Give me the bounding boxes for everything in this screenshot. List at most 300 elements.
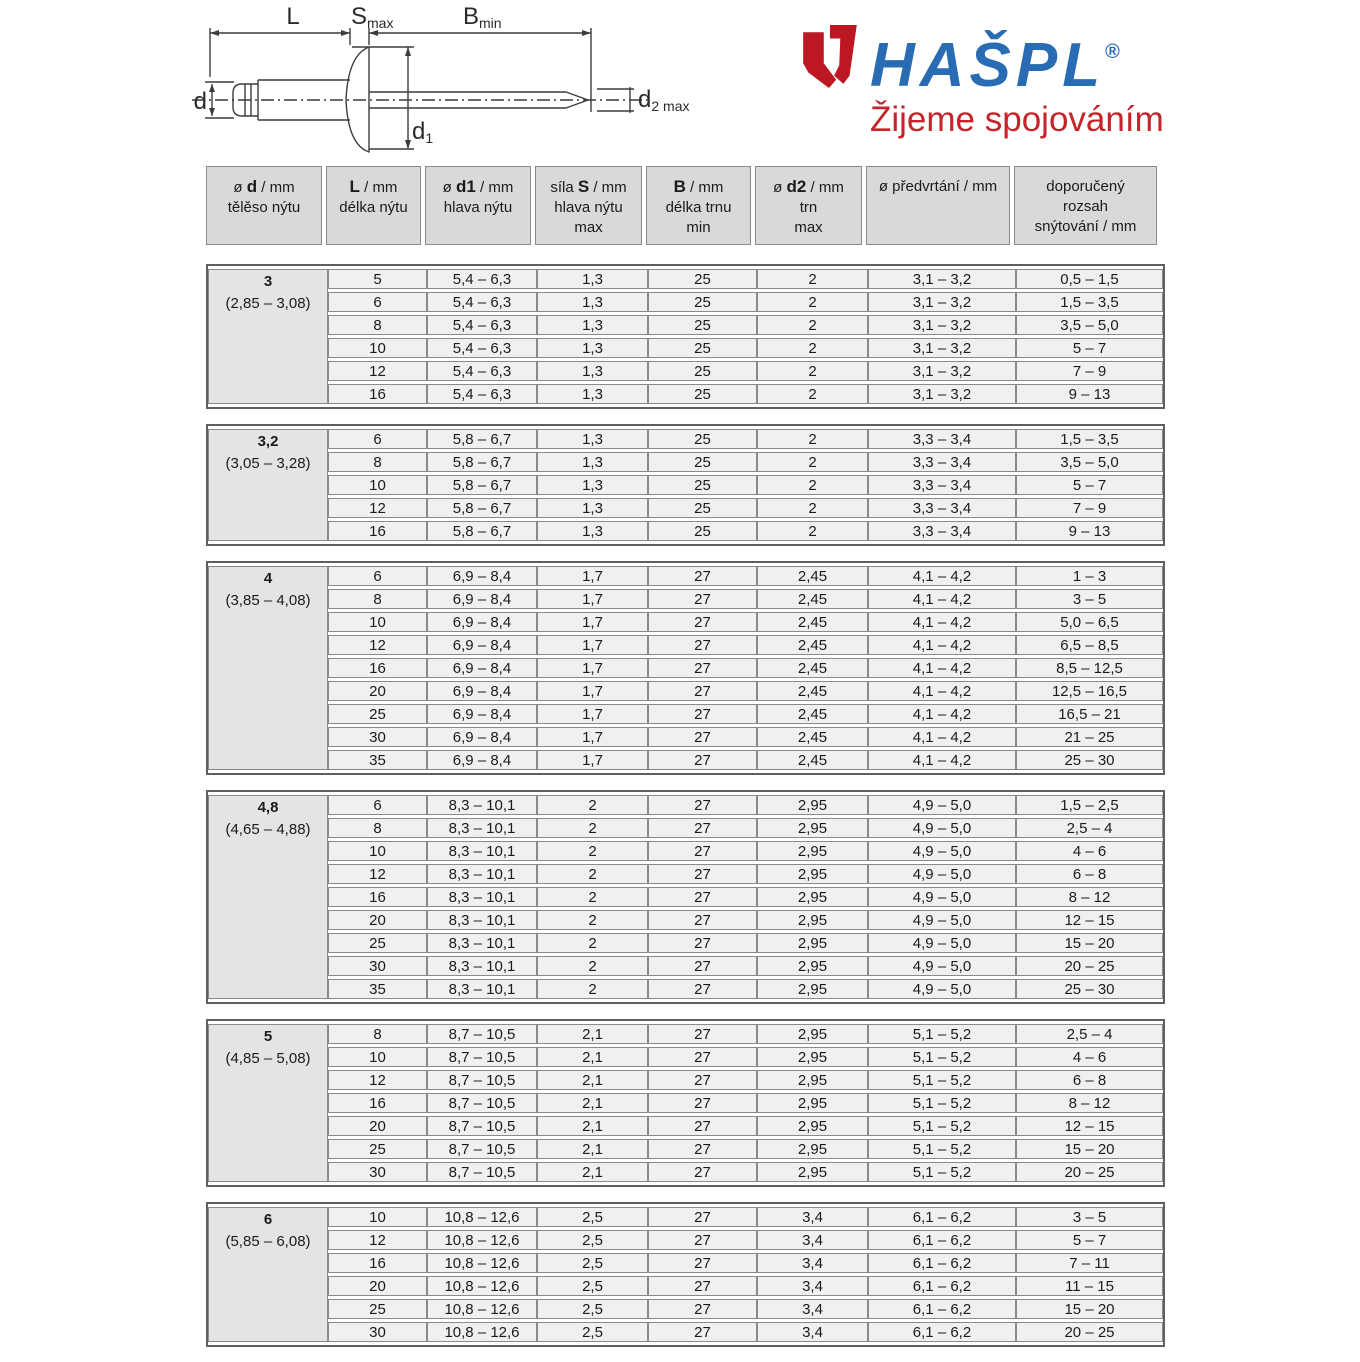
table-cell: 10 — [328, 1207, 427, 1227]
table-cell: 6,1 – 6,2 — [868, 1322, 1016, 1342]
table-cell: 6,9 – 8,4 — [427, 704, 537, 724]
table-cell: 2,5 — [537, 1253, 648, 1273]
table-cell: 8,3 – 10,1 — [427, 841, 537, 861]
table-cell: 8,3 – 10,1 — [427, 864, 537, 884]
table-cell: 6,1 – 6,2 — [868, 1253, 1016, 1273]
table-cell: 2,95 — [757, 795, 868, 815]
table-cell: 2,1 — [537, 1162, 648, 1182]
table-cell: 8,7 – 10,5 — [427, 1093, 537, 1113]
table-cell: 5,4 – 6,3 — [427, 338, 537, 358]
table-row — [208, 795, 1163, 815]
table-cell: 1,3 — [537, 498, 648, 518]
table-cell: 27 — [648, 818, 757, 838]
group-size: 3 — [263, 273, 273, 290]
table-cell: 5,1 – 5,2 — [868, 1116, 1016, 1136]
table-cell: 27 — [648, 1047, 757, 1067]
table-cell: 2 — [757, 384, 868, 404]
table-cell: 6 — [328, 566, 427, 586]
table-cell: 10 — [328, 475, 427, 495]
table-cell: 2,5 – 4 — [1016, 1024, 1163, 1044]
table-cell: 2 — [537, 795, 648, 815]
table-cell: 8,7 – 10,5 — [427, 1116, 537, 1136]
table-cell: 6,1 – 6,2 — [868, 1276, 1016, 1296]
table-cell: 6,9 – 8,4 — [427, 750, 537, 770]
table-cell: 2,45 — [757, 658, 868, 678]
table-cell: 10,8 – 12,6 — [427, 1253, 537, 1273]
table-cell: 2 — [757, 269, 868, 289]
logo-brand — [870, 20, 1164, 98]
table-cell: 2,95 — [757, 910, 868, 930]
group-size-cell — [208, 429, 328, 541]
group-range: (2,85 – 3,08) — [225, 295, 311, 312]
table-cell: 5,4 – 6,3 — [427, 269, 537, 289]
table-cell: 7 – 9 — [1016, 361, 1163, 381]
table-cell: 10,8 – 12,6 — [427, 1207, 537, 1227]
table-cell: 4,9 – 5,0 — [868, 979, 1016, 999]
table-cell: 3,4 — [757, 1299, 868, 1319]
table-cell: 15 – 20 — [1016, 1139, 1163, 1159]
table-row — [208, 750, 1163, 770]
table-cell: 2,95 — [757, 1139, 868, 1159]
table-cell: 3,4 — [757, 1207, 868, 1227]
header-cell: ø d / mm tělěso nýtu — [206, 166, 322, 245]
table-cell: 8,3 – 10,1 — [427, 910, 537, 930]
table-cell: 2,1 — [537, 1116, 648, 1136]
rivet-spec-table — [206, 166, 1163, 1362]
header-cell: ø předvrtání / mm — [866, 166, 1010, 245]
table-row — [208, 1093, 1163, 1113]
table-cell: 8 — [328, 452, 427, 472]
table-cell: 20 – 25 — [1016, 1162, 1163, 1182]
group-range: (5,85 – 6,08) — [225, 1233, 311, 1250]
table-cell: 1,3 — [537, 475, 648, 495]
haspl-logo — [800, 20, 1164, 140]
table-cell: 27 — [648, 1207, 757, 1227]
table-cell: 25 — [648, 521, 757, 541]
table-cell: 25 — [328, 1139, 427, 1159]
table-cell: 27 — [648, 1116, 757, 1136]
table-cell: 12,5 – 16,5 — [1016, 681, 1163, 701]
header-cell: doporučený rozsah snýtování / mm — [1014, 166, 1157, 245]
table-cell: 4,9 – 5,0 — [868, 795, 1016, 815]
table-cell: 8,5 – 12,5 — [1016, 658, 1163, 678]
dim-label-d: d — [193, 88, 207, 115]
table-cell: 4 – 6 — [1016, 841, 1163, 861]
table-cell: 7 – 9 — [1016, 498, 1163, 518]
table-cell: 5,4 – 6,3 — [427, 384, 537, 404]
table-cell: 8,3 – 10,1 — [427, 933, 537, 953]
table-cell: 27 — [648, 681, 757, 701]
group-size-cell — [208, 566, 328, 770]
table-groups — [206, 264, 1163, 1347]
table-row — [208, 818, 1163, 838]
table-cell: 10,8 – 12,6 — [427, 1322, 537, 1342]
table-cell: 5,1 – 5,2 — [868, 1093, 1016, 1113]
table-cell: 12 — [328, 498, 427, 518]
table-cell: 4,1 – 4,2 — [868, 727, 1016, 747]
table-cell: 25 — [648, 338, 757, 358]
rivet-group-table — [206, 264, 1165, 409]
table-row — [208, 1024, 1163, 1044]
table-cell: 25 — [648, 498, 757, 518]
table-cell: 6 — [328, 292, 427, 312]
table-cell: 3 – 5 — [1016, 1207, 1163, 1227]
table-cell: 2 — [757, 498, 868, 518]
table-cell: 4,1 – 4,2 — [868, 681, 1016, 701]
table-row — [208, 521, 1163, 541]
table-cell: 16 — [328, 658, 427, 678]
table-row — [208, 864, 1163, 884]
table-cell: 3,3 – 3,4 — [868, 498, 1016, 518]
table-cell: 2,95 — [757, 887, 868, 907]
table-cell: 27 — [648, 704, 757, 724]
table-cell: 4,9 – 5,0 — [868, 841, 1016, 861]
table-cell: 10,8 – 12,6 — [427, 1230, 537, 1250]
table-row — [208, 887, 1163, 907]
table-cell: 5,4 – 6,3 — [427, 361, 537, 381]
table-cell: 2 — [537, 956, 648, 976]
table-cell: 4,1 – 4,2 — [868, 704, 1016, 724]
dim-label-d2max: d2 max — [638, 86, 690, 114]
table-cell: 10 — [328, 1047, 427, 1067]
table-cell: 6 — [328, 795, 427, 815]
table-row — [208, 589, 1163, 609]
table-row — [208, 1322, 1163, 1342]
table-cell: 3,1 – 3,2 — [868, 384, 1016, 404]
table-cell: 27 — [648, 887, 757, 907]
table-cell: 25 — [648, 429, 757, 449]
table-cell: 2 — [757, 315, 868, 335]
table-cell: 10 — [328, 841, 427, 861]
group-range: (4,85 – 5,08) — [225, 1050, 311, 1067]
table-cell: 20 — [328, 910, 427, 930]
table-cell: 27 — [648, 1139, 757, 1159]
table-cell: 20 – 25 — [1016, 1322, 1163, 1342]
table-row — [208, 658, 1163, 678]
table-cell: 5,1 – 5,2 — [868, 1024, 1016, 1044]
table-cell: 25 — [648, 452, 757, 472]
table-cell: 6 – 8 — [1016, 1070, 1163, 1090]
table-cell: 8,3 – 10,1 — [427, 956, 537, 976]
table-cell: 7 – 11 — [1016, 1253, 1163, 1273]
table-cell: 2 — [757, 361, 868, 381]
dim-label-d1: d1 — [412, 118, 434, 146]
header-cell: ø d1 / mm hlava nýtu — [425, 166, 531, 245]
table-cell: 1,3 — [537, 315, 648, 335]
table-cell: 3,3 – 3,4 — [868, 521, 1016, 541]
table-cell: 1,7 — [537, 658, 648, 678]
table-cell: 2 — [757, 429, 868, 449]
table-cell: 4,1 – 4,2 — [868, 750, 1016, 770]
dim-label-B: Bmin — [463, 3, 502, 31]
table-cell: 4,9 – 5,0 — [868, 933, 1016, 953]
table-cell: 2,95 — [757, 979, 868, 999]
table-cell: 25 — [328, 704, 427, 724]
table-row — [208, 292, 1163, 312]
table-cell: 8,3 – 10,1 — [427, 979, 537, 999]
table-cell: 4,1 – 4,2 — [868, 612, 1016, 632]
table-cell: 27 — [648, 727, 757, 747]
table-cell: 27 — [648, 841, 757, 861]
table-cell: 27 — [648, 1322, 757, 1342]
table-row — [208, 979, 1163, 999]
rivet-group-table — [206, 561, 1165, 775]
table-cell: 4,9 – 5,0 — [868, 818, 1016, 838]
table-cell: 6,5 – 8,5 — [1016, 635, 1163, 655]
table-cell: 10,8 – 12,6 — [427, 1299, 537, 1319]
table-cell: 27 — [648, 1230, 757, 1250]
table-cell: 16 — [328, 1253, 427, 1273]
table-cell: 3,1 – 3,2 — [868, 315, 1016, 335]
registered-mark: ® — [1105, 41, 1120, 63]
table-cell: 30 — [328, 727, 427, 747]
group-size: 3,2 — [257, 433, 279, 450]
header-cell: síla S / mm hlava nýtu max — [535, 166, 642, 245]
table-cell: 8,7 – 10,5 — [427, 1162, 537, 1182]
table-cell: 3,4 — [757, 1276, 868, 1296]
table-cell: 3,3 – 3,4 — [868, 429, 1016, 449]
table-cell: 11 – 15 — [1016, 1276, 1163, 1296]
table-cell: 5,1 – 5,2 — [868, 1047, 1016, 1067]
table-cell: 6,9 – 8,4 — [427, 612, 537, 632]
group-size-cell — [208, 1024, 328, 1182]
table-cell: 1,3 — [537, 452, 648, 472]
table-row — [208, 1207, 1163, 1227]
haspl-u-mark-icon — [800, 24, 862, 90]
table-cell: 1,3 — [537, 384, 648, 404]
table-row — [208, 681, 1163, 701]
table-cell: 1,3 — [537, 269, 648, 289]
table-cell: 2,45 — [757, 635, 868, 655]
table-row — [208, 1162, 1163, 1182]
table-cell: 16 — [328, 887, 427, 907]
table-cell: 27 — [648, 1253, 757, 1273]
table-cell: 2,45 — [757, 727, 868, 747]
table-cell: 1,7 — [537, 635, 648, 655]
table-cell: 5,1 – 5,2 — [868, 1139, 1016, 1159]
table-cell: 10 — [328, 338, 427, 358]
table-cell: 25 — [648, 292, 757, 312]
table-cell: 12 — [328, 635, 427, 655]
table-cell: 6,1 – 6,2 — [868, 1207, 1016, 1227]
table-cell: 1,3 — [537, 429, 648, 449]
table-cell: 2,95 — [757, 864, 868, 884]
table-row — [208, 612, 1163, 632]
group-size: 6 — [263, 1211, 273, 1228]
table-cell: 4,1 – 4,2 — [868, 589, 1016, 609]
table-cell: 27 — [648, 635, 757, 655]
group-range: (3,05 – 3,28) — [225, 455, 311, 472]
table-row — [208, 841, 1163, 861]
header-cell: B / mm délka trnu min — [646, 166, 751, 245]
header-cell: L / mm délka nýtu — [326, 166, 421, 245]
table-cell: 1 – 3 — [1016, 566, 1163, 586]
table-cell: 27 — [648, 1276, 757, 1296]
table-cell: 3,3 – 3,4 — [868, 452, 1016, 472]
table-cell: 3,3 – 3,4 — [868, 475, 1016, 495]
table-cell: 8 — [328, 315, 427, 335]
table-row — [208, 475, 1163, 495]
table-cell: 3,1 – 3,2 — [868, 338, 1016, 358]
table-cell: 27 — [648, 612, 757, 632]
table-cell: 12 — [328, 1230, 427, 1250]
table-cell: 3,4 — [757, 1322, 868, 1342]
group-size-cell — [208, 795, 328, 999]
table-cell: 8,7 – 10,5 — [427, 1070, 537, 1090]
table-cell: 25 — [328, 1299, 427, 1319]
table-row — [208, 933, 1163, 953]
table-cell: 2 — [757, 475, 868, 495]
table-cell: 6,9 – 8,4 — [427, 566, 537, 586]
table-cell: 4,9 – 5,0 — [868, 956, 1016, 976]
table-cell: 20 — [328, 1116, 427, 1136]
logo-brand-text: HAŠPL — [870, 31, 1106, 100]
table-cell: 15 – 20 — [1016, 933, 1163, 953]
table-cell: 30 — [328, 956, 427, 976]
table-cell: 27 — [648, 979, 757, 999]
table-cell: 25 – 30 — [1016, 750, 1163, 770]
table-cell: 15 – 20 — [1016, 1299, 1163, 1319]
table-cell: 5 – 7 — [1016, 1230, 1163, 1250]
table-cell: 1,3 — [537, 361, 648, 381]
table-cell: 12 – 15 — [1016, 1116, 1163, 1136]
table-cell: 5 — [328, 269, 427, 289]
table-cell: 5,1 – 5,2 — [868, 1162, 1016, 1182]
table-cell: 3,5 – 5,0 — [1016, 315, 1163, 335]
table-row — [208, 1047, 1163, 1067]
table-row — [208, 727, 1163, 747]
table-cell: 5 – 7 — [1016, 475, 1163, 495]
table-cell: 6 — [328, 429, 427, 449]
table-cell: 27 — [648, 956, 757, 976]
table-cell: 12 — [328, 864, 427, 884]
table-cell: 2,5 — [537, 1276, 648, 1296]
table-cell: 25 – 30 — [1016, 979, 1163, 999]
table-cell: 1,3 — [537, 521, 648, 541]
table-row — [208, 269, 1163, 289]
table-cell: 3,4 — [757, 1253, 868, 1273]
table-cell: 10 — [328, 612, 427, 632]
table-cell: 8,7 – 10,5 — [427, 1139, 537, 1159]
table-cell: 21 – 25 — [1016, 727, 1163, 747]
table-cell: 8,3 – 10,1 — [427, 795, 537, 815]
table-cell: 2,95 — [757, 1070, 868, 1090]
table-cell: 8,3 – 10,1 — [427, 887, 537, 907]
table-row — [208, 1276, 1163, 1296]
table-row — [208, 910, 1163, 930]
table-cell: 4,1 – 4,2 — [868, 566, 1016, 586]
table-cell: 8,7 – 10,5 — [427, 1024, 537, 1044]
table-cell: 27 — [648, 933, 757, 953]
table-cell: 16,5 – 21 — [1016, 704, 1163, 724]
table-cell: 2,5 — [537, 1299, 648, 1319]
table-cell: 0,5 – 1,5 — [1016, 269, 1163, 289]
table-cell: 2,45 — [757, 750, 868, 770]
table-cell: 2,95 — [757, 818, 868, 838]
table-cell: 3 – 5 — [1016, 589, 1163, 609]
rivet-group-table — [206, 1202, 1165, 1347]
table-cell: 5,0 – 6,5 — [1016, 612, 1163, 632]
table-cell: 25 — [648, 269, 757, 289]
table-cell: 1,3 — [537, 292, 648, 312]
table-row — [208, 1230, 1163, 1250]
table-cell: 5,1 – 5,2 — [868, 1070, 1016, 1090]
table-cell: 4,9 – 5,0 — [868, 887, 1016, 907]
table-cell: 35 — [328, 750, 427, 770]
table-cell: 5,8 – 6,7 — [427, 521, 537, 541]
table-cell: 6,9 – 8,4 — [427, 635, 537, 655]
table-cell: 1,7 — [537, 727, 648, 747]
table-cell: 2,95 — [757, 933, 868, 953]
table-cell: 27 — [648, 1070, 757, 1090]
table-cell: 16 — [328, 1093, 427, 1113]
table-cell: 4,9 – 5,0 — [868, 910, 1016, 930]
table-cell: 2 — [537, 841, 648, 861]
table-cell: 6,9 – 8,4 — [427, 727, 537, 747]
table-cell: 2,45 — [757, 566, 868, 586]
table-cell: 27 — [648, 589, 757, 609]
table-cell: 8 – 12 — [1016, 1093, 1163, 1113]
table-cell: 30 — [328, 1322, 427, 1342]
table-cell: 8,3 – 10,1 — [427, 818, 537, 838]
table-cell: 5,8 – 6,7 — [427, 498, 537, 518]
dim-label-L: L — [286, 3, 300, 30]
table-row — [208, 338, 1163, 358]
table-cell: 8 — [328, 818, 427, 838]
table-cell: 27 — [648, 864, 757, 884]
table-cell: 2 — [757, 292, 868, 312]
table-cell: 3,1 – 3,2 — [868, 292, 1016, 312]
logo-tagline: Žijeme spojováním — [870, 100, 1164, 139]
rivet-group-table — [206, 1019, 1165, 1187]
table-cell: 27 — [648, 566, 757, 586]
table-cell: 25 — [648, 384, 757, 404]
table-cell: 30 — [328, 1162, 427, 1182]
table-cell: 3,1 – 3,2 — [868, 361, 1016, 381]
table-cell: 2,95 — [757, 841, 868, 861]
table-cell: 27 — [648, 795, 757, 815]
table-cell: 2,5 — [537, 1322, 648, 1342]
table-cell: 2,95 — [757, 1162, 868, 1182]
table-row — [208, 566, 1163, 586]
table-cell: 35 — [328, 979, 427, 999]
table-cell: 25 — [648, 475, 757, 495]
table-cell: 27 — [648, 1024, 757, 1044]
group-range: (3,85 – 4,08) — [225, 592, 311, 609]
table-cell: 5,4 – 6,3 — [427, 315, 537, 335]
table-cell: 1,7 — [537, 612, 648, 632]
dimension-arrows — [209, 30, 591, 149]
table-cell: 20 — [328, 1276, 427, 1296]
table-row — [208, 1139, 1163, 1159]
table-cell: 12 — [328, 1070, 427, 1090]
table-cell: 4,1 – 4,2 — [868, 658, 1016, 678]
table-cell: 4 – 6 — [1016, 1047, 1163, 1067]
table-cell: 1,7 — [537, 704, 648, 724]
table-row — [208, 384, 1163, 404]
table-row — [208, 1299, 1163, 1319]
table-cell: 2 — [537, 933, 648, 953]
table-cell: 2,5 — [537, 1207, 648, 1227]
table-cell: 2 — [537, 979, 648, 999]
table-cell: 3,1 – 3,2 — [868, 269, 1016, 289]
table-cell: 2 — [537, 910, 648, 930]
table-row — [208, 1253, 1163, 1273]
table-cell: 2,95 — [757, 1024, 868, 1044]
table-row — [208, 1116, 1163, 1136]
table-cell: 6,9 – 8,4 — [427, 681, 537, 701]
table-cell: 27 — [648, 1093, 757, 1113]
